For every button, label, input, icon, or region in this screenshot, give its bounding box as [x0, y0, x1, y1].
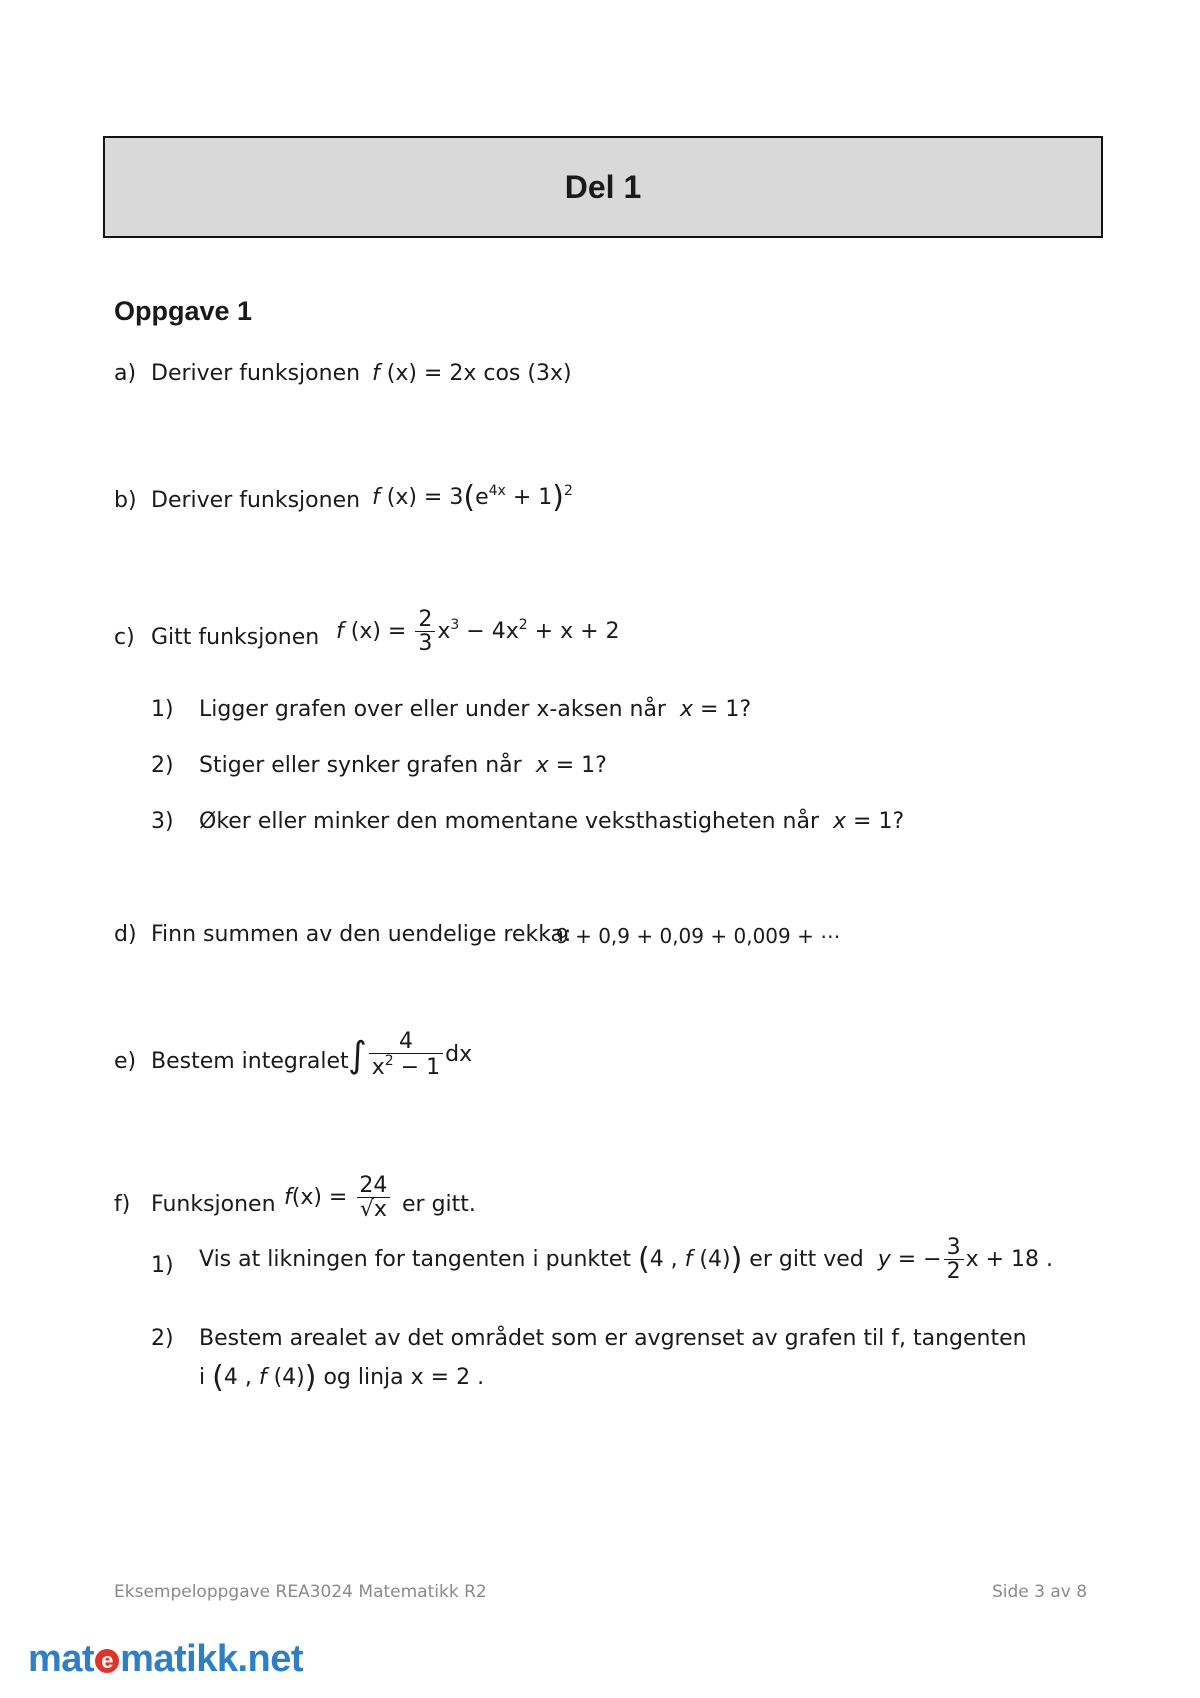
- question-f2-line1: Bestem arealet av det området som er avgrenset av grafen til f, tangenten: [199, 1326, 1027, 1351]
- question-f-formula: f(x) = $\frac{24}{√x}$: [284, 1174, 392, 1222]
- question-b-formula: f $(x) = 3(e^{4x} + 1)^2$: [372, 480, 573, 515]
- question-b-text: Deriver funksjonen: [151, 488, 361, 513]
- question-f1-num: 1): [151, 1253, 174, 1278]
- question-f-text: Funksjonen: [151, 1192, 276, 1217]
- question-c1-text: Ligger grafen over eller under x-aksen når x = 1?: [199, 697, 752, 722]
- question-c3-num: 3): [151, 809, 174, 834]
- question-d-label: d): [114, 922, 137, 947]
- question-a-text: Deriver funksjonen: [151, 361, 361, 386]
- question-f2-num: 2): [151, 1326, 174, 1351]
- question-c-text: Gitt funksjonen: [151, 625, 320, 650]
- task-title: Oppgave 1: [114, 296, 253, 326]
- footer-page-number: Side 3 av 8: [992, 1582, 1088, 1602]
- question-f1-text: Vis at likningen for tangenten i punktet (4 , f (4)) er gitt ved y = − $\frac{3}{2}$ x + 18 .: [199, 1235, 1054, 1285]
- question-c-label: c): [114, 625, 135, 650]
- question-c2-num: 2): [151, 753, 174, 778]
- part-header: [103, 136, 1103, 238]
- question-b-label: b): [114, 488, 137, 513]
- question-d-text: Finn summen av den uendelige rekka:: [151, 922, 572, 947]
- part-title: Del 1: [564, 168, 642, 205]
- question-e-label: e): [114, 1049, 137, 1074]
- footer-left: Eksempeloppgave REA3024 Matematikk R2: [114, 1582, 487, 1602]
- question-a-label: a): [114, 361, 137, 386]
- question-d-series: 9 + 0,9 + 0,09 + 0,009 + ⋯: [556, 924, 841, 948]
- question-f-label: f): [114, 1192, 131, 1217]
- question-f-suffix: er gitt.: [402, 1192, 476, 1217]
- site-logo: mat e matikk.net: [28, 1638, 304, 1680]
- question-c3-text: Øker eller minker den momentane veksthastigheten når x = 1?: [199, 809, 905, 834]
- question-c1-num: 1): [151, 697, 174, 722]
- question-f2-line2: i (4 , f (4)) og linja x = 2 .: [199, 1360, 485, 1395]
- question-c2-text: Stiger eller synker grafen når x = 1?: [199, 753, 607, 778]
- question-a-formula: f (x) = 2x cos (3x): [372, 361, 572, 386]
- question-c-formula: f (x) = $\frac{2}{3}$ $x^3 - 4x^2 + x + 2$: [336, 607, 620, 657]
- question-e-integral: ∫ $\frac{4}{x^2 - 1}$ dx: [348, 1029, 473, 1081]
- question-e-text: Bestem integralet: [151, 1049, 349, 1074]
